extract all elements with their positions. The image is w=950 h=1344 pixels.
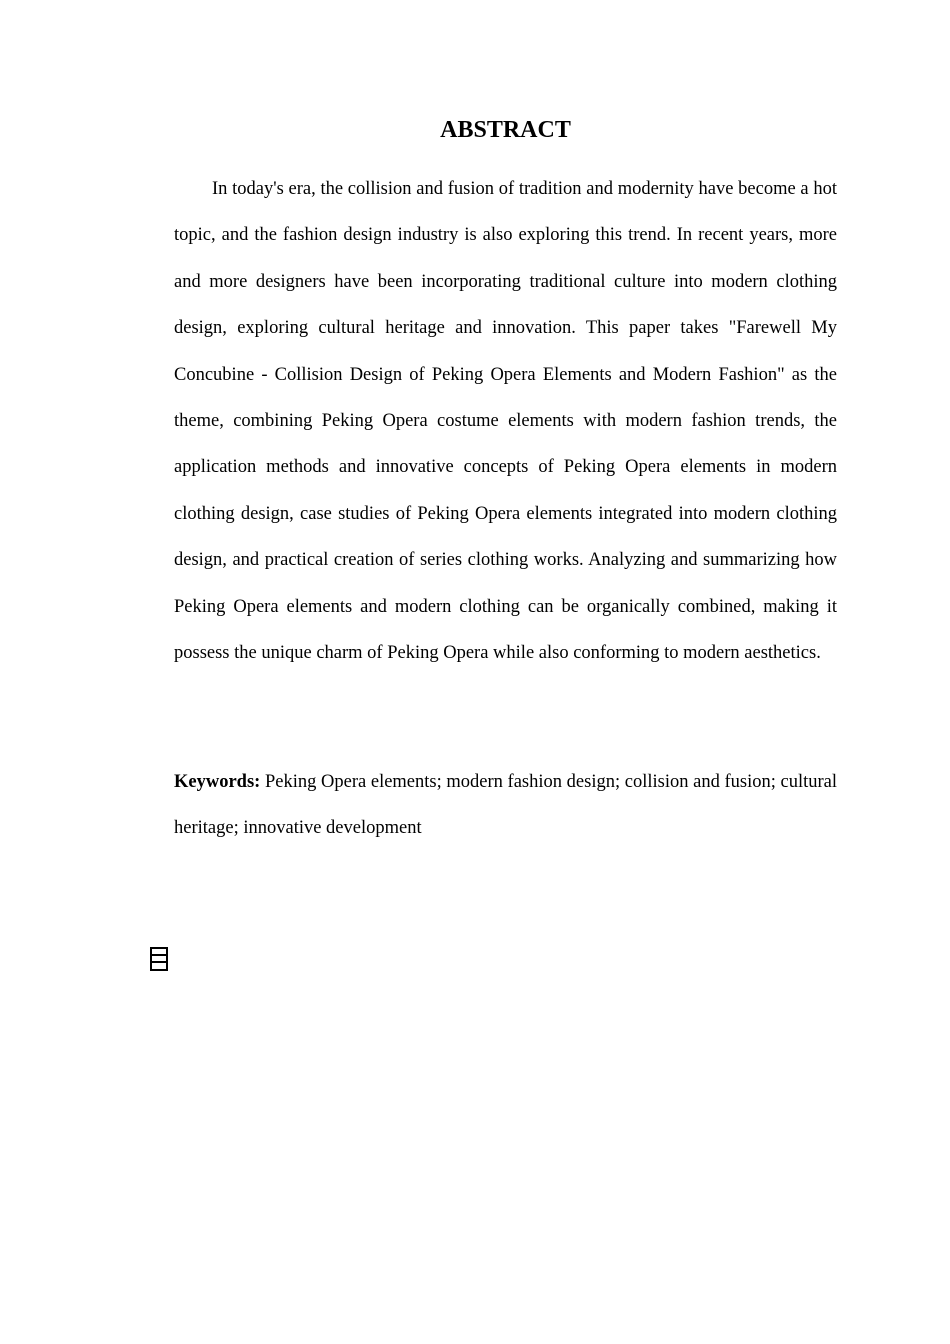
contents-glyph-icon [147,945,171,973]
keywords-text: Peking Opera elements; modern fashion design; collision and fusion; cultural heritage; innovative development [174,772,838,839]
abstract-title: ABSTRACT [440,117,571,143]
keywords-paragraph [174,759,837,852]
keywords-label: Keywords: [174,772,261,792]
abstract-body: In today's era, the collision and fusion of tradition and modernity have become a hot topic, and the fashion design industry is also exploring this trend. In recent years, more and more designers have been incorporating traditional culture into modern clothing design, exploring cultural heritage and innovation. This paper takes "Farewell My Concubine - Collision Design of Peking Opera Elements and Modern Fashion" as the theme, combining Peking Opera costume elements with modern fashion trends, the application methods and innovative concepts of Peking Opera elements in modern clothing design, case studies of Peking Opera elements integrated into modern clothing design, and practical creation of series clothing works. Analyzing and summarizing how Peking Opera elements and modern clothing can be organically combined, making it possess the unique charm of Peking Opera while also conforming to modern aesthetics. [174,179,837,664]
